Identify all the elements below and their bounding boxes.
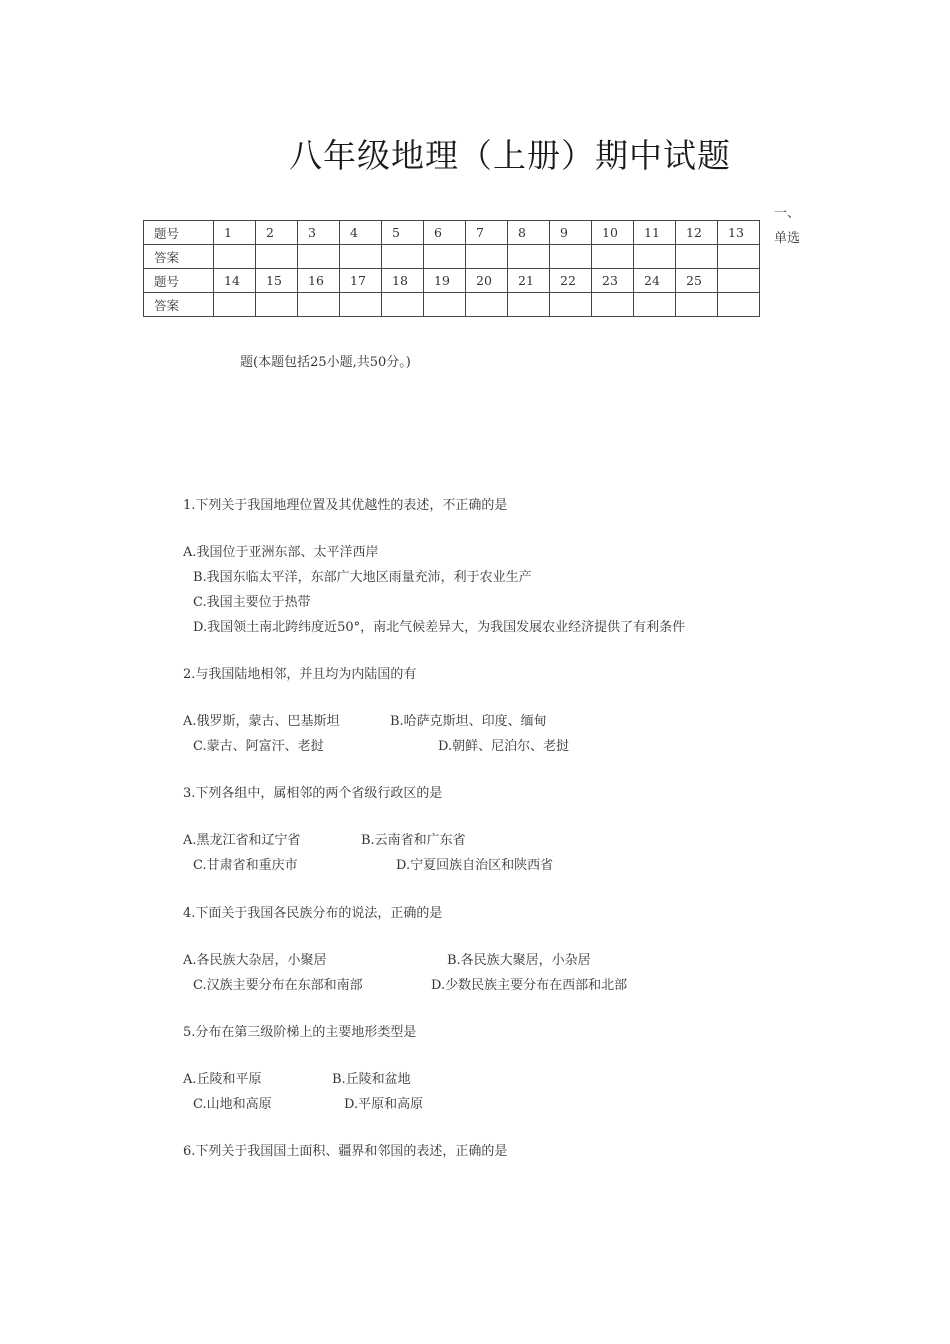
option-d: D.宁夏回族自治区和陕西省 <box>396 858 554 873</box>
table-cell: 24 <box>634 269 676 293</box>
answer-cell[interactable] <box>340 293 382 317</box>
option-d: D.平原和高原 <box>344 1097 424 1112</box>
table-cell <box>718 269 760 293</box>
option-b: B.我国东临太平洋，东部广大地区雨量充沛，利于农业生产 <box>193 570 532 585</box>
table-cell: 21 <box>508 269 550 293</box>
table-row <box>144 269 760 293</box>
question-stem: 1.下列关于我国地理位置及其优越性的表述，不正确的是 <box>183 498 508 513</box>
answer-cell[interactable] <box>214 293 256 317</box>
answer-cell[interactable] <box>424 245 466 269</box>
table-cell: 3 <box>298 221 340 245</box>
table-cell: 6 <box>424 221 466 245</box>
table-cell: 20 <box>466 269 508 293</box>
option-c: C.甘肃省和重庆市 <box>193 858 298 873</box>
row-label: 答案 <box>144 293 214 317</box>
table-cell: 9 <box>550 221 592 245</box>
answer-cell[interactable] <box>382 245 424 269</box>
option-a: A.各民族大杂居，小聚居 <box>183 953 327 968</box>
table-cell: 25 <box>676 269 718 293</box>
table-cell: 11 <box>634 221 676 245</box>
question-stem: 5.分布在第三级阶梯上的主要地形类型是 <box>183 1025 417 1040</box>
answer-cell[interactable] <box>718 245 760 269</box>
answer-cell[interactable] <box>508 293 550 317</box>
answer-cell[interactable] <box>466 293 508 317</box>
answer-cell[interactable] <box>466 245 508 269</box>
table-cell: 8 <box>508 221 550 245</box>
answer-cell[interactable] <box>592 245 634 269</box>
answer-cell[interactable] <box>550 245 592 269</box>
table-cell: 7 <box>466 221 508 245</box>
table-cell: 16 <box>298 269 340 293</box>
answer-cell[interactable] <box>214 245 256 269</box>
table-row <box>144 293 760 317</box>
row-label: 答案 <box>144 245 214 269</box>
answer-cell[interactable] <box>340 245 382 269</box>
option-c: C.汉族主要分布在东部和南部 <box>193 978 363 993</box>
section-type-label: 单选 <box>774 231 801 246</box>
answer-cell[interactable] <box>256 245 298 269</box>
option-c: C.我国主要位于热带 <box>193 595 311 610</box>
table-cell: 18 <box>382 269 424 293</box>
table-cell: 4 <box>340 221 382 245</box>
option-b: B.哈萨克斯坦、印度、缅甸 <box>390 714 547 729</box>
option-a: A.俄罗斯，蒙古、巴基斯坦 <box>183 714 340 729</box>
answer-cell[interactable] <box>634 293 676 317</box>
answer-cell[interactable] <box>256 293 298 317</box>
section-note: 题(本题包括25小题,共50分。) <box>240 355 411 370</box>
option-a: A.丘陵和平原 <box>183 1072 262 1087</box>
table-cell: 5 <box>382 221 424 245</box>
option-b: B.云南省和广东省 <box>361 833 466 848</box>
question-stem: 4.下面关于我国各民族分布的说法，正确的是 <box>183 906 443 921</box>
question-stem: 2.与我国陆地相邻，并且均为内陆国的有 <box>183 667 417 682</box>
table-cell: 10 <box>592 221 634 245</box>
option-b: B.各民族大聚居，小杂居 <box>447 953 591 968</box>
section-number-label: 一、 <box>774 206 801 221</box>
answer-cell[interactable] <box>676 293 718 317</box>
page-title: 八年级地理（上册）期中试题 <box>289 136 731 175</box>
option-c: C.蒙古、阿富汗、老挝 <box>193 739 324 754</box>
answer-cell[interactable] <box>424 293 466 317</box>
table-row <box>144 221 760 245</box>
answer-table <box>143 220 760 317</box>
table-row <box>144 245 760 269</box>
question-stem: 6.下列关于我国国土面积、疆界和邻国的表述，正确的是 <box>183 1144 508 1159</box>
table-cell: 17 <box>340 269 382 293</box>
answer-cell[interactable] <box>592 293 634 317</box>
answer-cell[interactable] <box>508 245 550 269</box>
option-b: B.丘陵和盆地 <box>332 1072 411 1087</box>
option-d: D.朝鲜、尼泊尔、老挝 <box>438 739 570 754</box>
row-label: 题号 <box>144 221 214 245</box>
table-cell: 23 <box>592 269 634 293</box>
table-cell: 15 <box>256 269 298 293</box>
option-a: A.我国位于亚洲东部、太平洋西岸 <box>183 545 379 560</box>
answer-cell[interactable] <box>718 293 760 317</box>
table-cell: 12 <box>676 221 718 245</box>
table-cell: 13 <box>718 221 760 245</box>
answer-cell[interactable] <box>634 245 676 269</box>
option-a: A.黑龙江省和辽宁省 <box>183 833 301 848</box>
table-cell: 1 <box>214 221 256 245</box>
answer-cell[interactable] <box>550 293 592 317</box>
question-stem: 3.下列各组中，属相邻的两个省级行政区的是 <box>183 786 443 801</box>
row-label: 题号 <box>144 269 214 293</box>
table-cell: 2 <box>256 221 298 245</box>
option-c: C.山地和高原 <box>193 1097 272 1112</box>
answer-cell[interactable] <box>676 245 718 269</box>
option-d: D.少数民族主要分布在西部和北部 <box>431 978 628 993</box>
table-cell: 19 <box>424 269 466 293</box>
answer-cell[interactable] <box>382 293 424 317</box>
answer-cell[interactable] <box>298 245 340 269</box>
option-d: D.我国领土南北跨纬度近50°，南北气候差异大，为我国发展农业经济提供了有利条件 <box>193 620 686 635</box>
answer-cell[interactable] <box>298 293 340 317</box>
table-cell: 22 <box>550 269 592 293</box>
table-cell: 14 <box>214 269 256 293</box>
